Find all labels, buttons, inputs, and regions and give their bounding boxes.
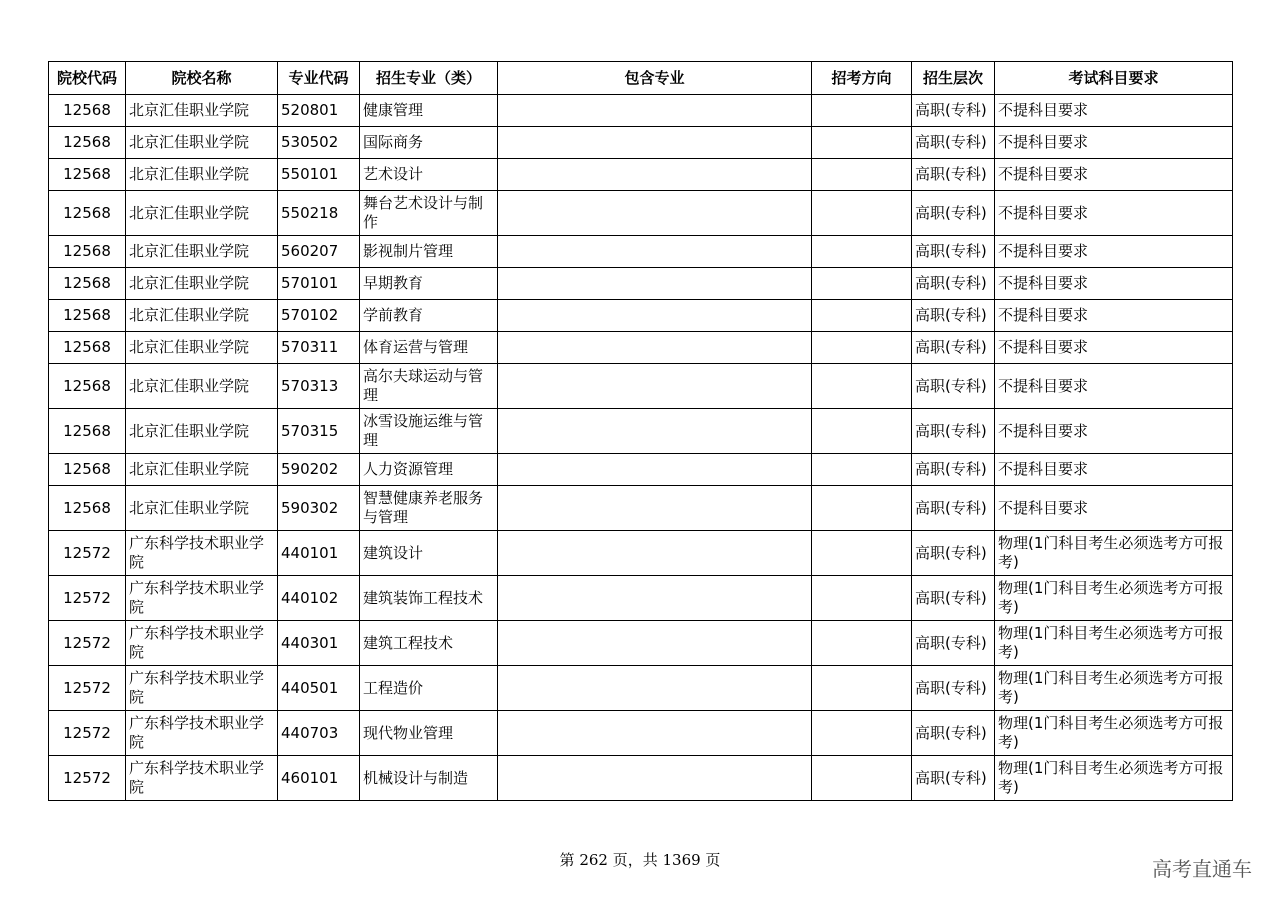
cell-direction [812, 666, 912, 711]
cell-direction [812, 159, 912, 191]
table-row [49, 95, 1233, 127]
cell-major: 人力资源管理 [360, 454, 498, 486]
cell-major-code: 590202 [278, 454, 360, 486]
cell-major-code: 460101 [278, 756, 360, 801]
cell-school-name: 北京汇佳职业学院 [126, 268, 278, 300]
cell-major: 艺术设计 [360, 159, 498, 191]
cell-requirement: 不提科目要求 [995, 409, 1233, 454]
cell-school-name: 广东科学技术职业学院 [126, 621, 278, 666]
cell-requirement: 不提科目要求 [995, 364, 1233, 409]
cell-school-code: 12572 [49, 756, 126, 801]
cell-level: 高职(专科) [912, 621, 995, 666]
table-row [49, 666, 1233, 711]
table-row [49, 621, 1233, 666]
cell-direction [812, 191, 912, 236]
cell-included-majors [498, 236, 812, 268]
cell-level: 高职(专科) [912, 332, 995, 364]
cell-requirement: 不提科目要求 [995, 486, 1233, 531]
table-body [49, 95, 1233, 801]
cell-level: 高职(专科) [912, 236, 995, 268]
cell-included-majors [498, 127, 812, 159]
watermark: 高考直通车 [1152, 857, 1252, 881]
table-row [49, 531, 1233, 576]
cell-school-name: 北京汇佳职业学院 [126, 300, 278, 332]
cell-school-code: 12568 [49, 191, 126, 236]
cell-direction [812, 300, 912, 332]
cell-requirement: 不提科目要求 [995, 268, 1233, 300]
cell-level: 高职(专科) [912, 454, 995, 486]
table-row [49, 756, 1233, 801]
table-row [49, 409, 1233, 454]
header-school-name: 院校名称 [126, 62, 278, 95]
cell-school-name: 北京汇佳职业学院 [126, 191, 278, 236]
cell-level: 高职(专科) [912, 666, 995, 711]
cell-direction [812, 127, 912, 159]
table-row [49, 191, 1233, 236]
cell-major-code: 440101 [278, 531, 360, 576]
cell-direction [812, 486, 912, 531]
cell-included-majors [498, 454, 812, 486]
cell-included-majors [498, 711, 812, 756]
cell-school-code: 12568 [49, 268, 126, 300]
cell-school-name: 北京汇佳职业学院 [126, 95, 278, 127]
table-row [49, 300, 1233, 332]
cell-school-name: 北京汇佳职业学院 [126, 486, 278, 531]
cell-major: 建筑工程技术 [360, 621, 498, 666]
cell-major-code: 570101 [278, 268, 360, 300]
cell-direction [812, 454, 912, 486]
cell-included-majors [498, 159, 812, 191]
header-level: 招生层次 [912, 62, 995, 95]
cell-school-name: 广东科学技术职业学院 [126, 756, 278, 801]
cell-school-name: 北京汇佳职业学院 [126, 364, 278, 409]
cell-requirement: 不提科目要求 [995, 236, 1233, 268]
cell-requirement: 不提科目要求 [995, 127, 1233, 159]
cell-level: 高职(专科) [912, 95, 995, 127]
cell-direction [812, 236, 912, 268]
cell-major: 学前教育 [360, 300, 498, 332]
cell-level: 高职(专科) [912, 268, 995, 300]
cell-included-majors [498, 409, 812, 454]
cell-school-code: 12568 [49, 159, 126, 191]
cell-school-code: 12568 [49, 364, 126, 409]
cell-major: 舞台艺术设计与制作 [360, 191, 498, 236]
cell-level: 高职(专科) [912, 576, 995, 621]
cell-included-majors [498, 621, 812, 666]
cell-major-code: 440703 [278, 711, 360, 756]
cell-included-majors [498, 666, 812, 711]
cell-direction [812, 531, 912, 576]
cell-included-majors [498, 332, 812, 364]
cell-level: 高职(专科) [912, 127, 995, 159]
cell-level: 高职(专科) [912, 531, 995, 576]
cell-major-code: 560207 [278, 236, 360, 268]
table-row [49, 711, 1233, 756]
cell-school-name: 广东科学技术职业学院 [126, 576, 278, 621]
cell-major: 建筑设计 [360, 531, 498, 576]
cell-requirement: 不提科目要求 [995, 454, 1233, 486]
cell-major-code: 570315 [278, 409, 360, 454]
cell-direction [812, 711, 912, 756]
cell-school-code: 12568 [49, 236, 126, 268]
cell-major: 现代物业管理 [360, 711, 498, 756]
cell-school-code: 12568 [49, 409, 126, 454]
table-row [49, 268, 1233, 300]
cell-school-code: 12568 [49, 332, 126, 364]
cell-school-name: 北京汇佳职业学院 [126, 159, 278, 191]
table-row [49, 576, 1233, 621]
table-row [49, 454, 1233, 486]
cell-major-code: 440501 [278, 666, 360, 711]
header-requirement: 考试科目要求 [995, 62, 1233, 95]
cell-school-name: 北京汇佳职业学院 [126, 236, 278, 268]
cell-level: 高职(专科) [912, 409, 995, 454]
cell-requirement: 物理(1门科目考生必须选考方可报考) [995, 576, 1233, 621]
cell-level: 高职(专科) [912, 756, 995, 801]
cell-requirement: 不提科目要求 [995, 95, 1233, 127]
cell-level: 高职(专科) [912, 364, 995, 409]
cell-school-code: 12572 [49, 576, 126, 621]
cell-level: 高职(专科) [912, 300, 995, 332]
header-direction: 招考方向 [812, 62, 912, 95]
table-row [49, 364, 1233, 409]
cell-major-code: 570311 [278, 332, 360, 364]
page-footer: 第 262 页，共 1369 页 [559, 851, 721, 869]
cell-school-name: 北京汇佳职业学院 [126, 454, 278, 486]
cell-school-code: 12568 [49, 300, 126, 332]
cell-direction [812, 756, 912, 801]
cell-school-code: 12568 [49, 127, 126, 159]
admissions-table [48, 61, 1233, 801]
cell-requirement: 物理(1门科目考生必须选考方可报考) [995, 621, 1233, 666]
cell-direction [812, 409, 912, 454]
cell-school-name: 广东科学技术职业学院 [126, 666, 278, 711]
cell-school-code: 12568 [49, 486, 126, 531]
cell-major: 机械设计与制造 [360, 756, 498, 801]
cell-included-majors [498, 531, 812, 576]
table-row [49, 159, 1233, 191]
cell-school-code: 12568 [49, 454, 126, 486]
cell-direction [812, 332, 912, 364]
cell-level: 高职(专科) [912, 486, 995, 531]
table-row [49, 486, 1233, 531]
cell-school-name: 北京汇佳职业学院 [126, 127, 278, 159]
cell-major: 冰雪设施运维与管理 [360, 409, 498, 454]
table-row [49, 236, 1233, 268]
header-school-code: 院校代码 [49, 62, 126, 95]
cell-requirement: 物理(1门科目考生必须选考方可报考) [995, 711, 1233, 756]
cell-major-code: 530502 [278, 127, 360, 159]
cell-school-code: 12572 [49, 711, 126, 756]
table-row [49, 332, 1233, 364]
cell-included-majors [498, 95, 812, 127]
cell-direction [812, 576, 912, 621]
header-major-code: 专业代码 [278, 62, 360, 95]
cell-direction [812, 364, 912, 409]
cell-requirement: 物理(1门科目考生必须选考方可报考) [995, 756, 1233, 801]
cell-included-majors [498, 268, 812, 300]
cell-school-name: 广东科学技术职业学院 [126, 711, 278, 756]
cell-included-majors [498, 364, 812, 409]
cell-level: 高职(专科) [912, 711, 995, 756]
header-major: 招生专业（类） [360, 62, 498, 95]
cell-school-name: 广东科学技术职业学院 [126, 531, 278, 576]
cell-included-majors [498, 756, 812, 801]
cell-major: 影视制片管理 [360, 236, 498, 268]
cell-school-code: 12572 [49, 666, 126, 711]
cell-requirement: 不提科目要求 [995, 300, 1233, 332]
cell-major: 健康管理 [360, 95, 498, 127]
cell-level: 高职(专科) [912, 159, 995, 191]
cell-major: 建筑装饰工程技术 [360, 576, 498, 621]
cell-direction [812, 621, 912, 666]
cell-major: 工程造价 [360, 666, 498, 711]
cell-major: 高尔夫球运动与管理 [360, 364, 498, 409]
cell-included-majors [498, 576, 812, 621]
cell-major: 体育运营与管理 [360, 332, 498, 364]
cell-direction [812, 95, 912, 127]
cell-major: 智慧健康养老服务与管理 [360, 486, 498, 531]
cell-school-code: 12572 [49, 621, 126, 666]
cell-school-name: 北京汇佳职业学院 [126, 409, 278, 454]
cell-included-majors [498, 486, 812, 531]
cell-major-code: 440102 [278, 576, 360, 621]
cell-major-code: 570313 [278, 364, 360, 409]
cell-requirement: 不提科目要求 [995, 159, 1233, 191]
cell-included-majors [498, 191, 812, 236]
cell-level: 高职(专科) [912, 191, 995, 236]
cell-major-code: 570102 [278, 300, 360, 332]
cell-major: 国际商务 [360, 127, 498, 159]
cell-major-code: 550218 [278, 191, 360, 236]
cell-requirement: 物理(1门科目考生必须选考方可报考) [995, 531, 1233, 576]
cell-included-majors [498, 300, 812, 332]
cell-major-code: 590302 [278, 486, 360, 531]
cell-direction [812, 268, 912, 300]
cell-requirement: 不提科目要求 [995, 332, 1233, 364]
table-header-row [49, 62, 1233, 95]
cell-major-code: 550101 [278, 159, 360, 191]
table-row [49, 127, 1233, 159]
cell-major-code: 440301 [278, 621, 360, 666]
cell-major: 早期教育 [360, 268, 498, 300]
cell-school-code: 12572 [49, 531, 126, 576]
cell-school-code: 12568 [49, 95, 126, 127]
cell-requirement: 物理(1门科目考生必须选考方可报考) [995, 666, 1233, 711]
cell-school-name: 北京汇佳职业学院 [126, 332, 278, 364]
header-included-majors: 包含专业 [498, 62, 812, 95]
cell-major-code: 520801 [278, 95, 360, 127]
cell-requirement: 不提科目要求 [995, 191, 1233, 236]
